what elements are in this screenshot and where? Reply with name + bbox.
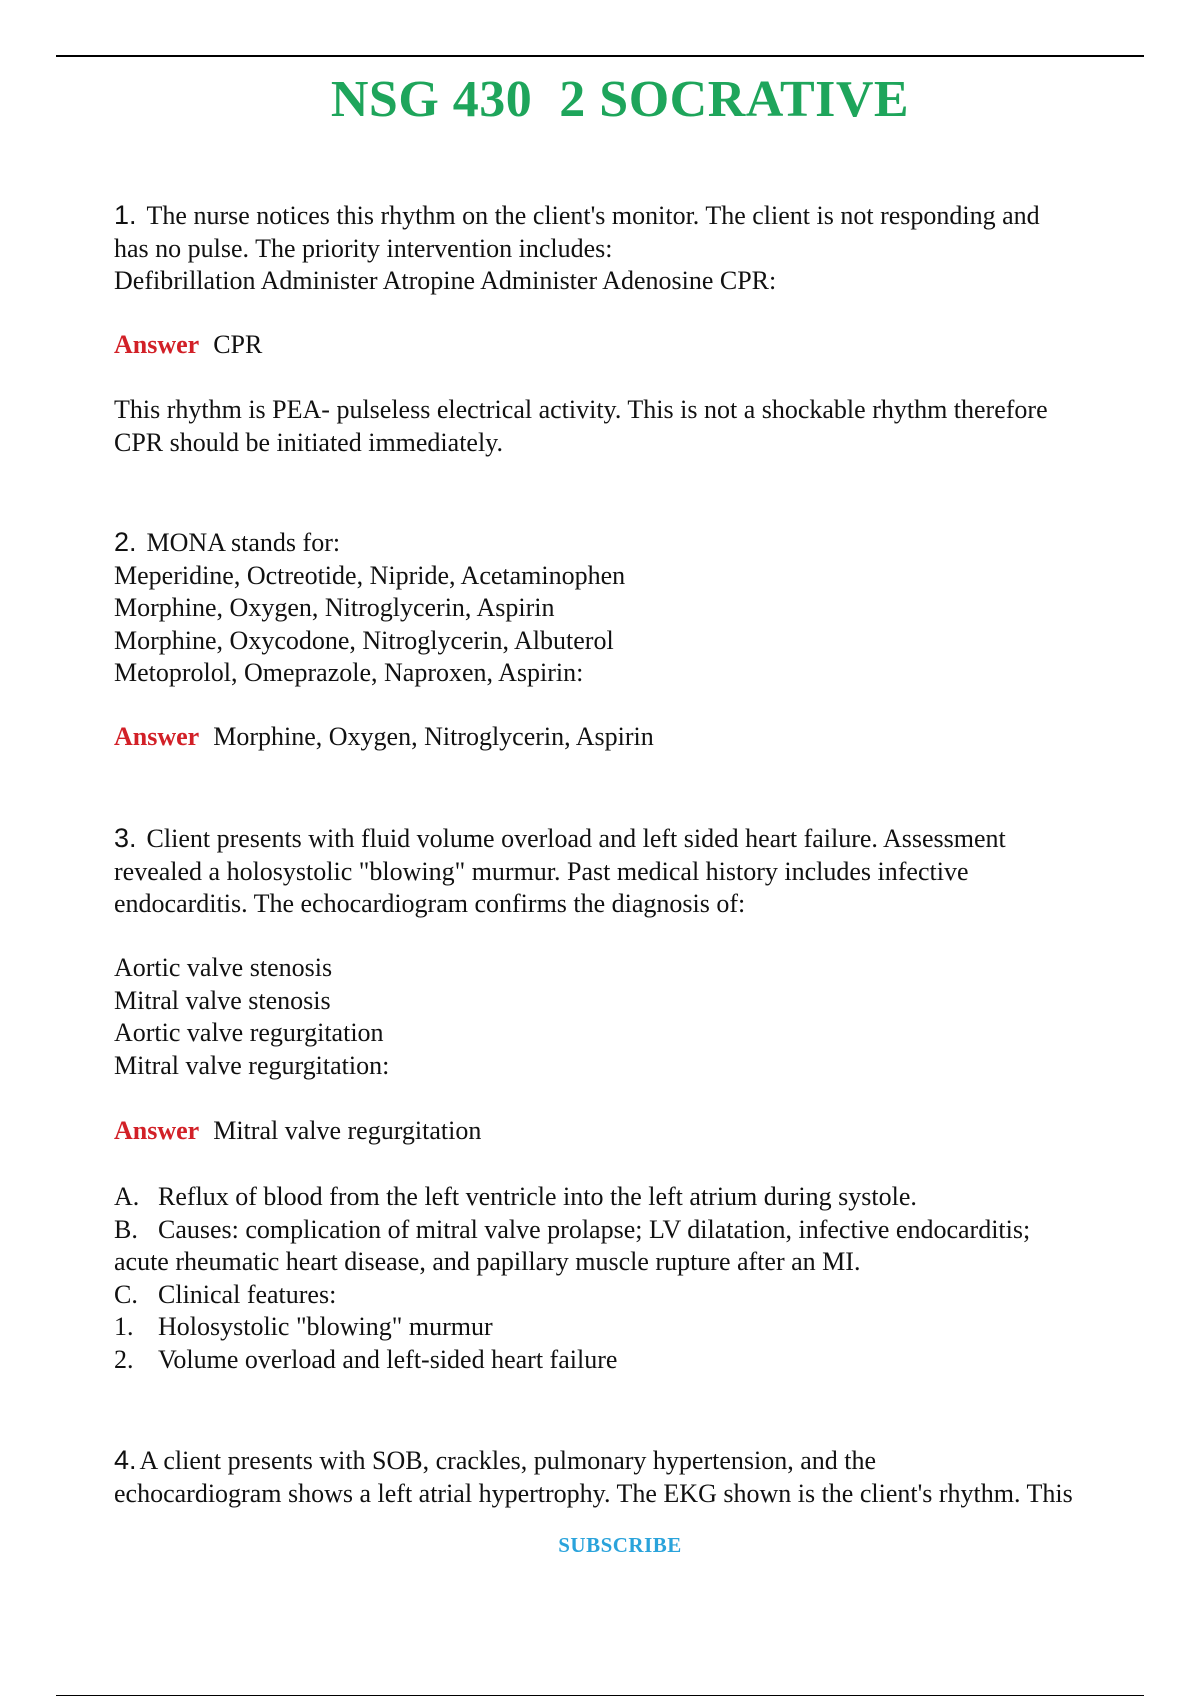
q2-line-1 [114, 526, 1124, 560]
q4-number: 4. [114, 1445, 137, 1475]
q3-note-c1-mark: 1. [114, 1312, 134, 1341]
q3-note-c-text: Clinical features: [158, 1279, 337, 1309]
q3-note-c2 [114, 1344, 1124, 1377]
q3-option-4: Mitral valve regurgitation: [114, 1050, 390, 1080]
q3-answer-value: Mitral valve regurgitation [213, 1116, 482, 1145]
q2-option-2: Morphine, Oxygen, Nitroglycerin, Aspirin [114, 593, 555, 622]
q1-number: 1. [114, 200, 137, 230]
q3-text-2: revealed a holosystolic "blowing" murmur. Past medical history includes infective [114, 856, 969, 886]
question-3 [114, 822, 1124, 921]
q3-note-b-mark: B. [114, 1214, 138, 1244]
q1-text-2: has no pulse. The priority intervention includes: [114, 233, 613, 263]
q2-answer-value: Morphine, Oxygen, Nitroglycerin, Aspirin [213, 722, 654, 751]
q3-note-a [114, 1181, 1124, 1214]
question-1 [114, 199, 1124, 298]
q3-note-c-mark: C. [114, 1279, 138, 1309]
q2-answer-label: Answer [114, 722, 200, 751]
q3-line-1 [114, 822, 1124, 856]
q2-option-3: Morphine, Oxycodone, Nitroglycerin, Albuterol [114, 625, 614, 655]
q1-text-1: The nurse notices this rhythm on the client's monitor. The client is not responding and [146, 201, 1040, 230]
q3-answer-label: Answer [114, 1116, 200, 1145]
q2-number: 2. [114, 527, 137, 557]
subscribe-link[interactable]: SUBSCRIBE [558, 1533, 682, 1557]
q3-note-a-text: Reflux of blood from the left ventricle into the left atrium during systole. [158, 1182, 917, 1211]
q3-options [114, 952, 1124, 1082]
question-2 [114, 526, 1124, 690]
q3-note-c1 [114, 1311, 1124, 1344]
q1-explanation [114, 394, 1124, 459]
q1-explain-2: CPR should be initiated immediately. [114, 427, 503, 457]
q3-option-2: Mitral valve stenosis [114, 985, 331, 1015]
q3-note-c2-text: Volume overload and left-sided heart failure [158, 1344, 618, 1374]
q4-line-1 [114, 1444, 1124, 1478]
q2-text: MONA stands for: [146, 528, 341, 557]
q1-answer-label: Answer [114, 330, 200, 359]
question-4 [114, 1444, 1124, 1510]
q3-answer [114, 1115, 1124, 1148]
q1-answer-value: CPR [213, 330, 263, 359]
q3-number: 3. [114, 823, 137, 853]
bottom-rule [56, 1695, 1144, 1696]
q3-note-c1-text: Holosystolic "blowing" murmur [158, 1312, 493, 1341]
top-rule [56, 55, 1144, 57]
q1-explain-1: This rhythm is PEA- pulseless electrical activity. This is not a shockable rhythm therefore [114, 395, 1048, 424]
page-title: NSG 430 2 SOCRATIVE [330, 71, 910, 128]
q3-text-3: endocarditis. The echocardiogram confirms the diagnosis of: [114, 889, 746, 918]
q1-options: Defibrillation Administer Atropine Administer Adenosine CPR: [114, 266, 777, 295]
q4-text-1: A client presents with SOB, crackles, pulmonary hypertension, and the [139, 1446, 877, 1475]
q3-note-b [114, 1214, 1124, 1247]
q1-line-1 [114, 199, 1124, 233]
q3-note-b-text-1: Causes: complication of mitral valve prolapse; LV dilatation, infective endocarditis; [158, 1214, 1031, 1244]
q3-option-1: Aortic valve stenosis [114, 953, 333, 982]
q3-note-c [114, 1279, 1124, 1312]
q3-note-a-mark: A. [114, 1182, 140, 1211]
q4-text-2: echocardiogram shows a left atrial hypertrophy. The EKG shown is the client's rhythm. This [114, 1478, 1073, 1508]
q3-note-c2-mark: 2. [114, 1344, 134, 1374]
q3-text-1: Client presents with fluid volume overload and left sided heart failure. Assessment [146, 824, 1006, 853]
q3-option-3: Aortic valve regurgitation [114, 1018, 384, 1047]
q1-answer [114, 329, 1124, 362]
q3-notes [114, 1181, 1124, 1376]
q2-option-4: Metoprolol, Omeprazole, Naproxen, Aspirin: [114, 658, 584, 687]
q2-option-1: Meperidine, Octreotide, Nipride, Acetaminophen [114, 560, 626, 590]
q2-answer [114, 721, 1124, 754]
q3-note-b-text-2: acute rheumatic heart disease, and papillary muscle rupture after an MI. [114, 1247, 861, 1276]
